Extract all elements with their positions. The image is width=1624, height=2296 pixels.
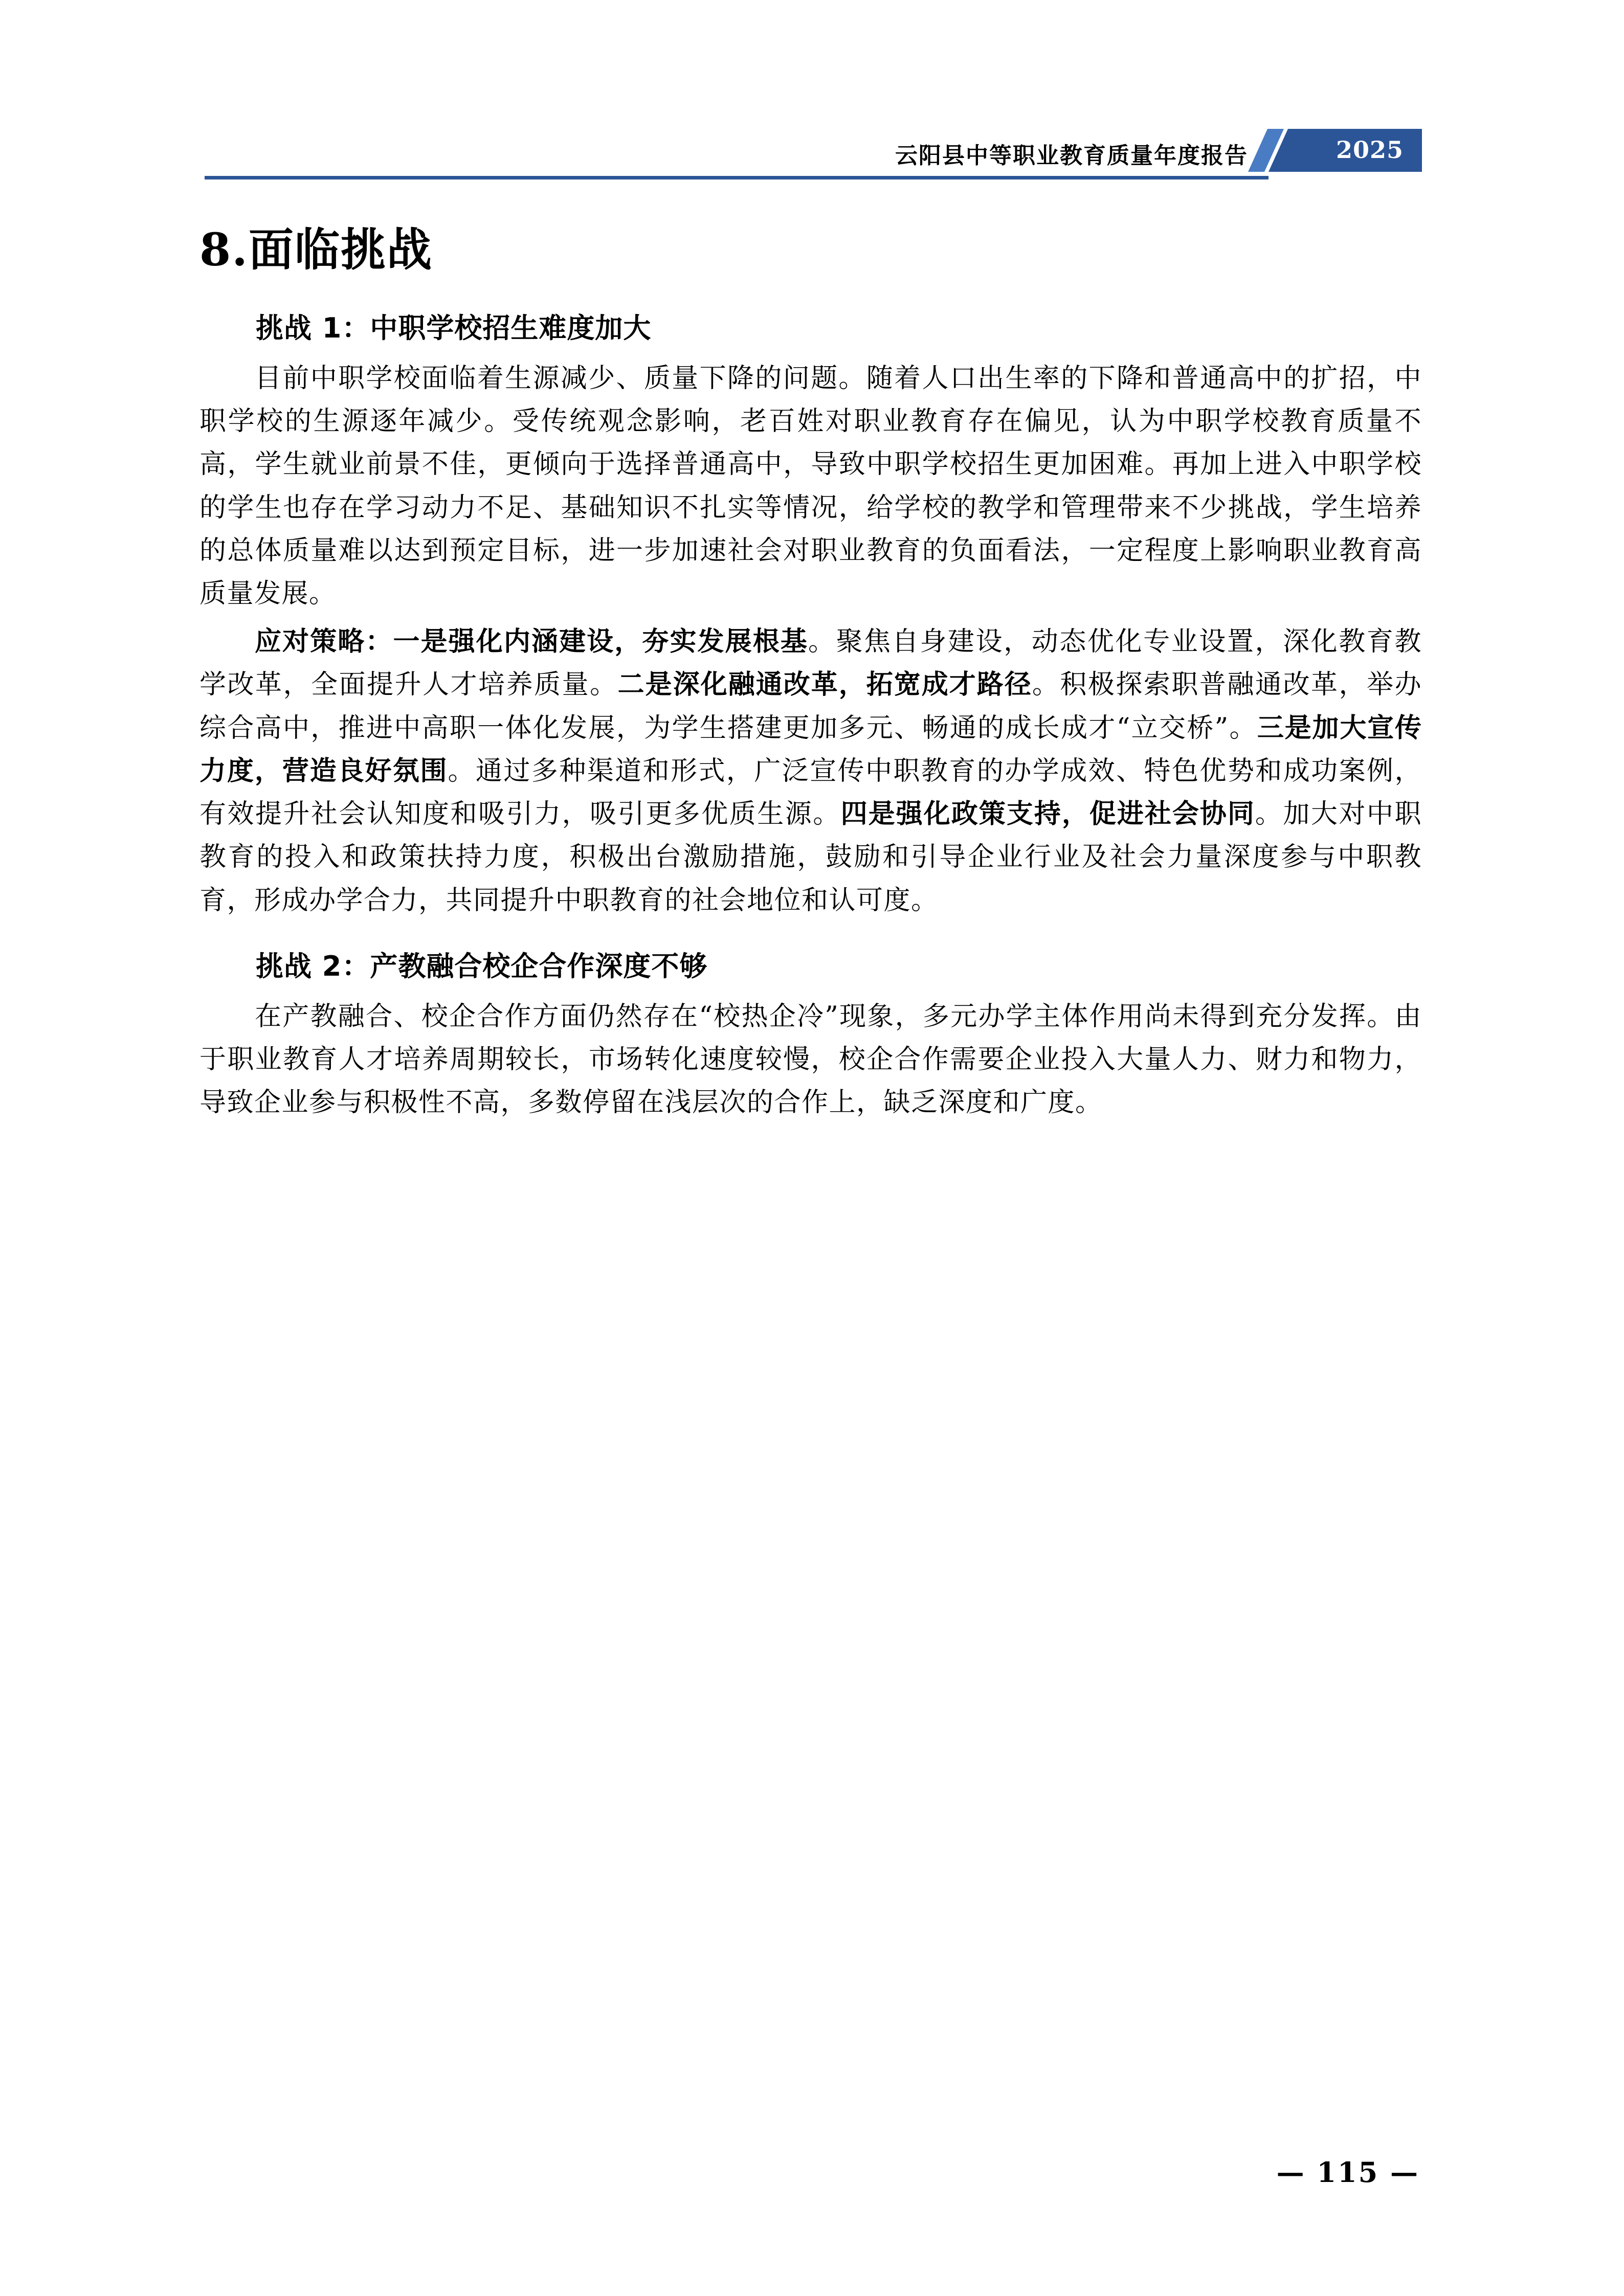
emphasis-run: 应对策略：一是强化内涵建设，夯实发展根基 [255,626,808,658]
text-run: 目前中职学校面临着生源减少、质量下降的问题。随着人口出生率的下降和普通高中的扩招，中职学校的生源逐年减少。受传统观念影响，老百姓对职业教育存在偏见，认为中职学校教育质量不高，学生就业前景不佳，更倾向于选择普通高中，导致中职学校招生更加困难。再加上进入中职学校的学生也存在学习动力不足、基础知识不扎实等情况，给学校的教学和管理带来不少挑战，学生培养的总体质量难以达到预定目标，进一步加速社会对职业教育的负面看法，一定程度上影响职业教育高质量发展。 [199,363,1422,609]
page-header [205,137,1422,198]
page-number: — 115 — [1276,2156,1419,2189]
text-run: 在产教融合、校企合作方面仍然存在“校热企冷”现象，多元办学主体作用尚未得到充分发挥。由于职业教育人才培养周期较长，市场转化速度较慢，校企合作需要企业投入大量人力、财力和物力，导致企业参与积极性不高，多数停留在浅层次的合作上，缺乏深度和广度。 [199,1001,1422,1118]
text-run: 。聚焦自身建设，动态优化专业设置，深化教育教学改革，全面提升人才培养质量。 [199,626,1422,701]
emphasis-run: 三是加大宣传力度，营造良好氛围 [199,712,1422,786]
header-title: 云阳县中等职业教育质量年度报告 [895,143,1248,169]
year-badge [1269,129,1422,172]
page-content [199,225,1422,1130]
challenges-container [199,307,1422,1124]
emphasis-run: 四是强化政策支持，促进社会协同 [840,799,1255,830]
body-paragraph [199,995,1422,1124]
page-title: 8.面临挑战 [199,223,433,276]
emphasis-run: 二是深化融通改革，拓宽成才路径 [617,669,1032,701]
body-paragraph [199,620,1422,922]
header-year: 2025 [1336,136,1404,164]
challenge-heading: 挑战 1：中职学校招生难度加大 [256,311,652,344]
text-run: 。加大对中职教育的投入和政策扶持力度，积极出台激励措施，鼓励和引导企业行业及社会力量深度参与中职教育，形成办学合力，共同提升中职教育的社会地位和认可度。 [199,799,1422,916]
challenge-heading: 挑战 2：产教融合校企合作深度不够 [256,950,708,982]
body-paragraph [199,357,1422,615]
text-run: 。积极探索职普融通改革，举办综合高中，推进中高职一体化发展，为学生搭建更加多元、畅通的成长成才“立交桥”。 [199,669,1422,744]
text-run: 。通过多种渠道和形式，广泛宣传中职教育的办学成效、特色优势和成功案例，有效提升社会认知度和吸引力，吸引更多优质生源。 [199,755,1422,830]
header-rule [205,176,1269,179]
